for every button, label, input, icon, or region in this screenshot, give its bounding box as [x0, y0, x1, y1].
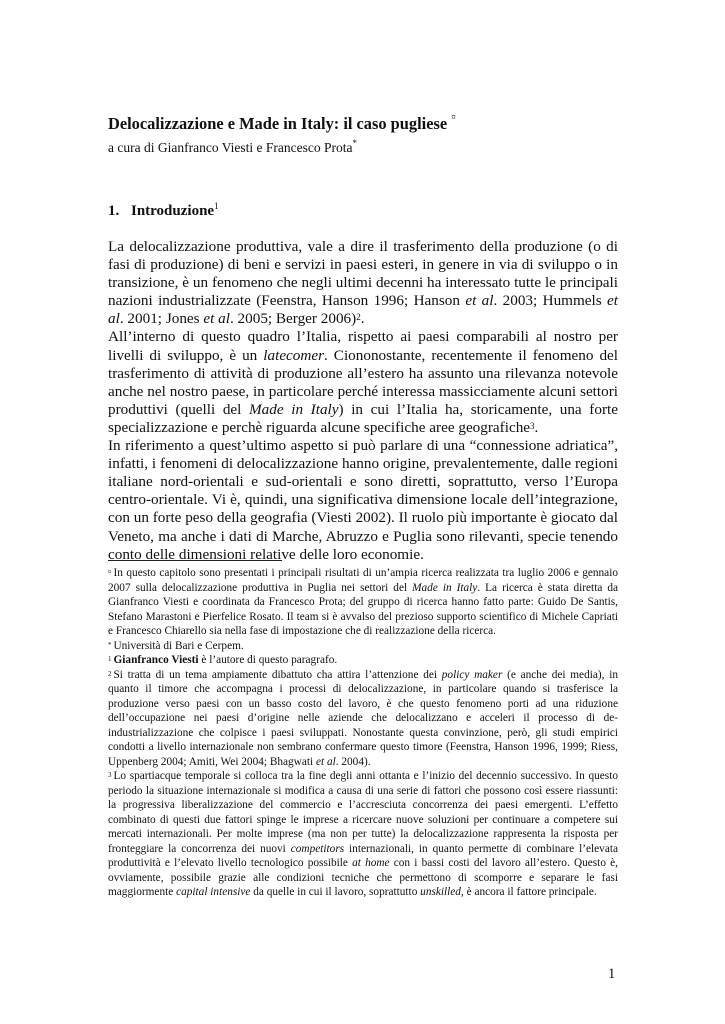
footnote-mark: 3 [108, 771, 112, 779]
italic-run: competitors [290, 842, 345, 855]
page-number: 1 [608, 966, 616, 982]
text-run: . 2005; Berger 2006) [229, 310, 357, 328]
title-text: Delocalizzazione e Made in Italy: il caso pugliese [108, 114, 448, 133]
text-run: Si tratta di un tema ampiamente dibattuto cha attira l’attenzione dei [113, 668, 442, 681]
footnote-separator [108, 560, 282, 561]
italic-run: capital intensive [176, 886, 251, 898]
italic-run: latecomer [263, 346, 325, 364]
italic-run: policy maker [441, 668, 503, 681]
text-run: . 2003; Hummels [493, 292, 608, 310]
footnote-mark: * [108, 640, 112, 649]
text-run: . La ricerca è stata diretta da Gianfranco Viesti e coordinata da Francesco Prota; del gruppo di ricerca hanno fatto parte: Guido De Santis, Stefano Marastoni e Pierfelice Rosato. Il team si è avvalso del prezioso supporto scientifico di Michele Capriati e Francesco Chiarello sia nella fase di impostazione che di realizzazione della ricerca. [108, 581, 619, 637]
footnote-ref: 3 [530, 420, 535, 431]
text-run: internazionali, in quanto permette di combinare l’elevata produttività e l’elevato livello tecnologico possibile [108, 842, 618, 869]
text-run: , è ancora il fattore principale. [460, 886, 597, 898]
text-run: La delocalizzazione produttiva, vale a dire il trasferimento della produzione (o di fasi di produzione) di beni e servizi in paesi esteri, in genere in via di sviluppo o in transizione, è un fenomeno che negli ultimi decenni ha interessato tutte le principali nazioni industrializzate (Feenstra, Hanson 1996; Hanson [108, 238, 618, 310]
italic-run: Made in Italy [249, 400, 339, 418]
italic-run: et al [203, 310, 230, 328]
italic-run: et al [315, 755, 336, 768]
footnote-3 [108, 769, 618, 900]
title-note-mark: ¤ [451, 112, 456, 122]
paragraph-2 [108, 328, 618, 437]
footnotes [108, 566, 618, 900]
italic-run: unskilled [420, 886, 461, 898]
text-run: . [534, 418, 539, 436]
text-run: Università di Bari e Cerpem. [113, 639, 244, 652]
text-run: . Ciononostante, recentemente il fenomeno del trasferimento di attività di produzione all’estero ha assunto una rilevanza notevole anche nel nostro paese, in particolare perché interessa massicciamente alcuni settori produttivi (quelli del [108, 346, 618, 418]
text-run: . 2004). [335, 755, 371, 768]
section-number: 1. [108, 203, 120, 219]
author-byline [108, 140, 357, 156]
text-run: ) in cui l’Italia ha, storicamente, una forte specializzazione e perchè riguarda alcune specifiche aree geografiche [108, 400, 618, 436]
footnote-ref: 2 [356, 312, 361, 323]
footnote-mark: 2 [108, 669, 112, 678]
footnote-2 [108, 668, 618, 770]
body-text [108, 238, 618, 564]
footnote-1 [108, 653, 618, 668]
byline-note-mark: * [352, 138, 357, 148]
text-run: . 2001; Jones [119, 310, 204, 328]
document-title [108, 114, 456, 134]
text-run: con i bassi costi del lavoro all’estero. Questo è, ovviamente, possibile grazie alle condizioni tecniche che permettono di scomporre e separare le fasi maggiormente [108, 857, 618, 898]
footnote-mark: 1 [108, 655, 112, 663]
paragraph-3 [108, 437, 618, 564]
paragraph-1 [108, 238, 618, 328]
text-run: (e anche dei media), in quanto il timore che accompagna i processi di delocalizzazione, in particolare quando si trasferisce la produzione verso paesi con un basso costo del lavoro, è che questo fenomeno porti ad una riduzione dell’occupazione nei paesi d’origine nelle aziende che delocalizzano e acceleri il processo di de-industrializzazione che colpisce i paesi sviluppati. Nonostante questa convinzione, però, gli studi empirici condotti a livello internazionale non sembrano confermare questo timore (Feenstra, Hanson 1996, 1999; Riess, Uppenberg 2004; Amiti, Wei 2004; Bhagwati [108, 668, 618, 768]
text-run: In questo capitolo sono presentati i principali risultati di un’ampia ricerca realizzata tra luglio 2006 e gennaio 2007 sulla delocalizzazione produttiva in Puglia nei settori del [108, 567, 618, 594]
text-run: In riferimento a quest’ultimo aspetto si può parlare di una “connessione adriatica”, infatti, i fenomeni di delocalizzazione hanno origine, prevalentemente, dalle regioni italiane nord-orientali e sud-orientali e sono diretti, soprattutto, verso l’Europa centro-orientale. Vi è, quindi, una significativa dimensione locale dell’integrazione, con un forte peso della geografia (Viesti 2002). Il ruolo più importante è giocato dal Veneto, ma anche i dati di Marche, Abruzzo e Puglia sono rilevanti, specie tenendo conto delle dimensioni relative delle loro economie. [108, 437, 618, 563]
footnote-mark: ¤ [108, 568, 112, 576]
footnote-star [108, 639, 618, 654]
text-run: da quelle in cui il lavoro, soprattutto [250, 886, 421, 898]
italic-run: et al [465, 292, 494, 310]
text-run: All’interno di questo quadro l’Italia, rispetto ai paesi comparabili al nostro per livelli di sviluppo, è un [108, 328, 618, 364]
text-run: . [360, 310, 365, 328]
bold-run: Gianfranco Viesti [113, 654, 199, 666]
section-heading [108, 203, 219, 220]
italic-run: et al [108, 292, 618, 328]
text-run: Lo spartiacque temporale si colloca tra la fine degli anni ottanta e l’inizio del decennio successivo. In questo periodo la situazione internazionale si modifica a causa di una serie di fattori che possono così essere riassunti: la progressiva liberalizzazione del commercio e l’accresciuta concorrenza dei paesi emergenti. L’effetto combinato di questi due fattori spinge le imprese a ricercare nuove soluzioni per continuare a competere sui mercati internazionali. Per molte imprese (ma non per tutte) la delocalizzazione rappresenta la risposta per fronteggiare la concorrenza dei nuovi [108, 770, 618, 855]
italic-run: Made in Italy [412, 581, 478, 594]
section-note-ref: 1 [214, 201, 219, 211]
footnote-0 [108, 566, 618, 639]
byline-text: a cura di Gianfranco Viesti e Francesco Prota [108, 140, 353, 155]
italic-run: at home [352, 857, 390, 869]
text-run: è l’autore di questo paragrafo. [198, 654, 338, 666]
section-title: Introduzione [131, 203, 215, 219]
